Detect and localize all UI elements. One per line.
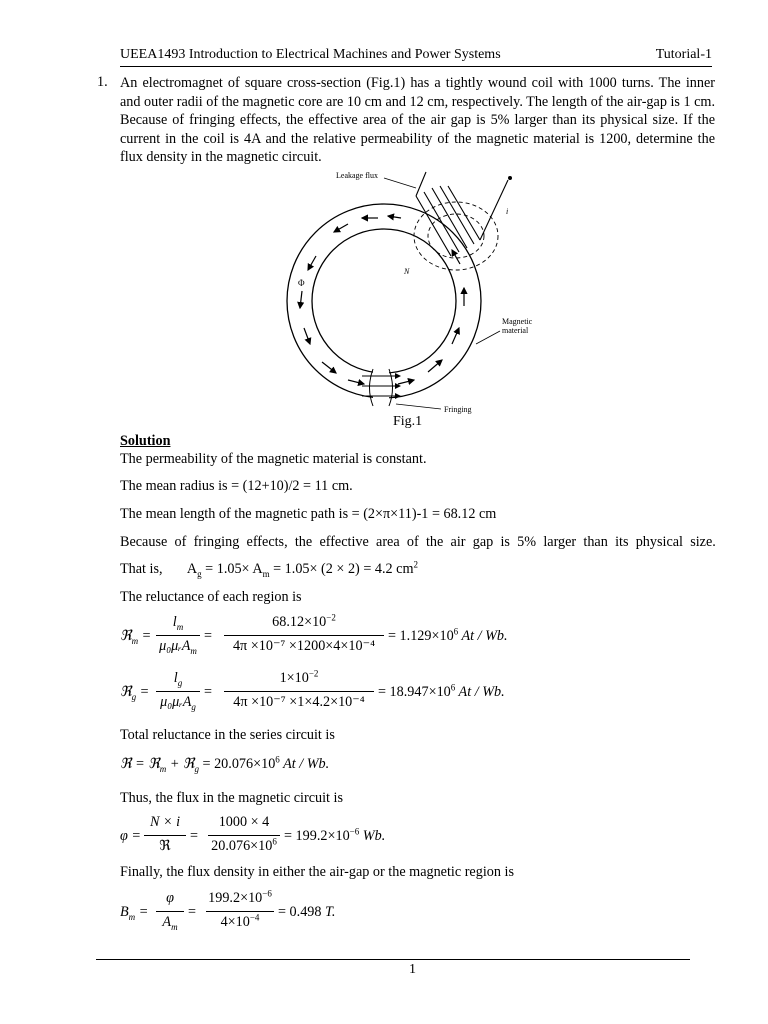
solution-word: its [615, 534, 629, 550]
solution-line-4 [120, 534, 716, 551]
solution-word: Because [120, 534, 168, 550]
solution-line-2: The mean radius is = (12+10)/2 = 11 cm. [120, 478, 353, 494]
leakage-flux-label: Leakage flux [336, 171, 378, 180]
solution-line-8: Thus, the flux in the magnetic circuit is [120, 790, 344, 806]
tutorial-label: Tutorial-1 [655, 47, 712, 62]
solution-line-5: That is, $A_g = 1.05\times A_m = 1.05\times (2 \times 2) = 4.2$ $cm^2$ [120, 559, 418, 579]
question-text: An electromagnet of square cross-section (Fig.1) has a tightly wound coil with 1000 turns. The inner and outer radii of the magnetic core are 10 cm and 12 cm, respectively. The length of the air-gap is 1 cm. Because of fringing effects, the effective area of the air gap is 5% larger than its physical size. If the current in the coil is 4A and the relative permeability of the magnetic material is 1200, determine the flux density in the magnetic circuit. [120, 75, 715, 166]
solution-word: of [406, 534, 419, 550]
solution-word: 5% [517, 534, 537, 550]
equation-flux: φ = N × i ℜ = 1000 × 4 $20.076\times 10^6$ = $199.2\times 10^{-6}$ Wb. [120, 814, 386, 854]
magnetic-material-label-1: Magnetic [502, 317, 533, 326]
solution-line-1: The permeability of the magnetic material is constant. [120, 451, 427, 467]
equation-flux-density: $B_m$ = φ $A_m$ = $199.2\times 10^{-6}$ $4\times 10^{-4}$ = 0.498 T. [120, 888, 336, 932]
flux-label: Φ [298, 278, 305, 288]
toroid-figure [276, 166, 542, 418]
page-number: 1 [409, 962, 416, 977]
toroid-diagram [276, 166, 542, 418]
solution-line-6: The reluctance of each region is [120, 589, 302, 605]
solution-word: effective [319, 534, 369, 550]
solution-word: the [294, 534, 313, 550]
solution-line-7: Total reluctance in the series circuit is [120, 727, 335, 743]
equation-reluctance-gap: ℜ$_g$ = $l_g$ μ₀μᵣA$_g$ = $1\times 10^{-2}$ 4π ×10⁻⁷ ×1×4.2×10⁻⁴ = $18.947\times 10^6$ At / Wb. [120, 668, 505, 712]
solution-word: area [376, 534, 400, 550]
solution-word: effects, [246, 534, 288, 550]
header-rule [120, 66, 712, 67]
page-header [120, 47, 712, 65]
footer-rule [96, 959, 690, 960]
equation-reluctance-core: ℜ$_m$ = $l_m$ μ₀μᵣA$_m$ = $68.12\times 10^{-2}$ 4π ×10⁻⁷ ×1200×4×10⁻⁴ = $1.129\times 10^6$ At / Wb. [120, 612, 508, 656]
figure-caption: Fig.1 [393, 414, 423, 429]
question-number: 1. [97, 74, 108, 90]
magnetic-material-label-2: material [502, 326, 529, 335]
course-title: UEEA1493 Introduction to Electrical Machines and Power Systems [120, 47, 501, 62]
turns-label: N [404, 267, 410, 276]
solution-word: larger [543, 534, 577, 550]
solution-word: air [450, 534, 466, 550]
solution-word: size. [690, 534, 716, 550]
inner-core-edge [312, 229, 456, 373]
solution-word: of [174, 534, 187, 550]
flux-arrows [300, 216, 464, 384]
solution-word: the [425, 534, 444, 550]
solution-line-9: Finally, the flux density in either the air-gap or the magnetic region is [120, 864, 514, 880]
solution-heading: Solution [120, 433, 171, 449]
solution-word: gap [472, 534, 494, 550]
equation-total-reluctance: ℜ = ℜ$_m$ + ℜ$_g$ = $20.076\times 10^6$ At / Wb. [120, 754, 330, 774]
that-is-label: That is, [120, 561, 163, 577]
solution-word: physical [635, 534, 683, 550]
solution-word: fringing [193, 534, 240, 550]
solution-word: than [583, 534, 608, 550]
solution-line-3: The mean length of the magnetic path is = (2×π×11)-1 = 68.12 cm [120, 506, 497, 522]
fringing-label: Fringing [444, 405, 472, 414]
solution-word: is [500, 534, 510, 550]
current-label: i [506, 207, 509, 216]
